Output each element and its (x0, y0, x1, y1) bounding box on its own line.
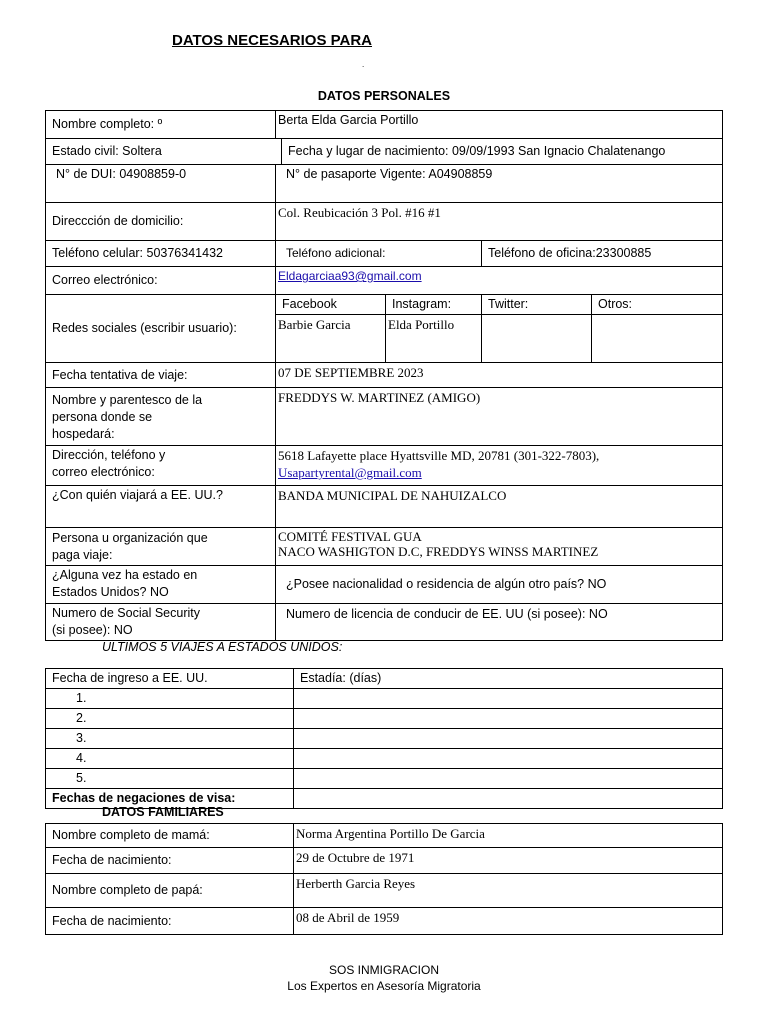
ssn-line-2: (si posee): NO (52, 623, 133, 637)
office-phone[interactable]: Teléfono de oficina:23300885 (482, 241, 723, 267)
footer (0, 962, 768, 994)
mother-birth-value[interactable]: 29 de Octubre de 1971 (294, 848, 723, 874)
document-title: DATOS NECESARIOS PARA (171, 32, 373, 49)
trip-stay-cell[interactable] (294, 729, 723, 749)
trips-col-stay: Estadía: (días) (294, 669, 723, 689)
visa-denials-label: Fechas de negaciones de visa: (46, 789, 294, 809)
social-label: Redes sociales (escribir usuario): (46, 295, 276, 363)
companion-label: ¿Con quién viajará a EE. UU.? (46, 486, 276, 528)
contact-value-line-1: 5618 Lafayette place Hyattsville MD, 20781 (301-322-7803), (278, 448, 600, 463)
payer-value-line-1: COMITÉ FESTIVAL GUA (278, 529, 422, 544)
email-link[interactable] (276, 267, 723, 295)
personal-data-table (45, 110, 723, 641)
facebook-header: Facebook (276, 295, 386, 315)
twitter-value[interactable] (482, 315, 592, 363)
dui-number[interactable]: N° de DUI: 04908859-0 (46, 165, 276, 203)
cell-phone[interactable]: Teléfono celular: 50376341432 (46, 241, 276, 267)
address-label: Direccción de domicilio: (46, 203, 276, 241)
passport-number[interactable]: N° de pasaporte Vigente: A04908859 (276, 165, 723, 203)
trip-stay-cell[interactable] (294, 749, 723, 769)
host-label (46, 388, 276, 446)
trip-row-number: 2. (46, 709, 294, 729)
stray-dot: . (362, 60, 365, 69)
footer-tagline: Los Expertos en Asesoría Migratoria (287, 979, 481, 993)
father-birth-value[interactable]: 08 de Abril de 1959 (294, 908, 723, 935)
instagram-header: Instagram: (386, 295, 482, 315)
been-in-us[interactable] (46, 566, 276, 604)
payer-label (46, 528, 276, 566)
email-value[interactable]: Eldagarciaa93@gmail.com (278, 269, 422, 283)
father-name-label: Nombre completo de papá: (46, 874, 294, 908)
visa-denials-value[interactable] (294, 789, 723, 809)
trip-row-number: 4. (46, 749, 294, 769)
payer-label-line-1: Persona u organización que (52, 531, 208, 545)
mother-birth-label: Fecha de nacimiento: (46, 848, 294, 874)
contact-label-line-1: Dirección, teléfono y (52, 448, 166, 462)
trip-stay-cell[interactable] (294, 709, 723, 729)
address-value[interactable]: Col. Reubicación 3 Pol. #16 #1 (276, 203, 723, 241)
us-license[interactable]: Numero de licencia de conducir de EE. UU (si posee): NO (276, 604, 723, 641)
trip-stay-cell[interactable] (294, 769, 723, 789)
name-value[interactable]: Berta Elda Garcia Portillo (276, 111, 723, 139)
travel-date-label: Fecha tentativa de viaje: (46, 363, 276, 388)
extra-phone[interactable]: Teléfono adicional: (276, 241, 482, 267)
father-name-value[interactable]: Herberth Garcia Reyes (294, 874, 723, 908)
payer-label-line-2: paga viaje: (52, 548, 113, 562)
civil-status[interactable]: Estado civil: Soltera (46, 139, 282, 165)
instagram-value[interactable]: Elda Portillo (386, 315, 482, 363)
host-value[interactable]: FREDDYS W. MARTINEZ (AMIGO) (276, 388, 723, 446)
trips-col-entry: Fecha de ingreso a EE. UU. (46, 669, 294, 689)
host-label-line-1: Nombre y parentesco de la (52, 393, 203, 407)
family-table (45, 823, 723, 935)
facebook-value[interactable]: Barbie Garcia (276, 315, 386, 363)
trips-table (45, 668, 723, 809)
mother-name-value[interactable]: Norma Argentina Portillo De Garcia (294, 824, 723, 848)
contact-email-link[interactable]: Usapartyrental@gmail.com (278, 465, 422, 480)
ssn-line-1: Numero de Social Security (52, 606, 200, 620)
personal-data-heading: DATOS PERSONALES (317, 89, 451, 103)
mother-name-label: Nombre completo de mamá: (46, 824, 294, 848)
otros-header: Otros: (592, 295, 723, 315)
other-nationality[interactable]: ¿Posee nacionalidad o residencia de algún otro país? NO (276, 566, 723, 604)
contact-label (46, 446, 276, 486)
otros-value[interactable] (592, 315, 723, 363)
trip-row-number: 3. (46, 729, 294, 749)
name-label: Nombre completo: º (46, 111, 276, 139)
trips-heading: ULTIMOS 5 VIAJES A ESTADOS UNIDOS: (102, 640, 343, 654)
trip-stay-cell[interactable] (294, 689, 723, 709)
host-label-line-2: persona donde se (52, 410, 153, 424)
footer-company: SOS INMIGRACION (328, 963, 439, 977)
father-birth-label: Fecha de nacimiento: (46, 908, 294, 935)
been-in-us-line-2: Estados Unidos? NO (52, 585, 169, 599)
email-label: Correo electrónico: (46, 267, 276, 295)
payer-value-line-2: NACO WASHIGTON D.C, FREDDYS WINSS MARTINEZ (278, 544, 599, 559)
ssn[interactable] (46, 604, 276, 641)
contact-label-line-2: correo electrónico: (52, 465, 155, 479)
family-heading: DATOS FAMILIARES (102, 805, 224, 819)
host-label-line-3: hospedará: (52, 427, 115, 441)
trip-row-number: 1. (46, 689, 294, 709)
contact-value[interactable] (276, 446, 723, 486)
twitter-header: Twitter: (482, 295, 592, 315)
payer-value[interactable] (276, 528, 723, 566)
been-in-us-line-1: ¿Alguna vez ha estado en (52, 568, 198, 582)
travel-date-value[interactable]: 07 DE SEPTIEMBRE 2023 (276, 363, 723, 388)
trip-row-number: 5. (46, 769, 294, 789)
companion-value[interactable]: BANDA MUNICIPAL DE NAHUIZALCO (276, 486, 723, 528)
birth-info[interactable]: Fecha y lugar de nacimiento: 09/09/1993 San Ignacio Chalatenango (282, 139, 723, 165)
